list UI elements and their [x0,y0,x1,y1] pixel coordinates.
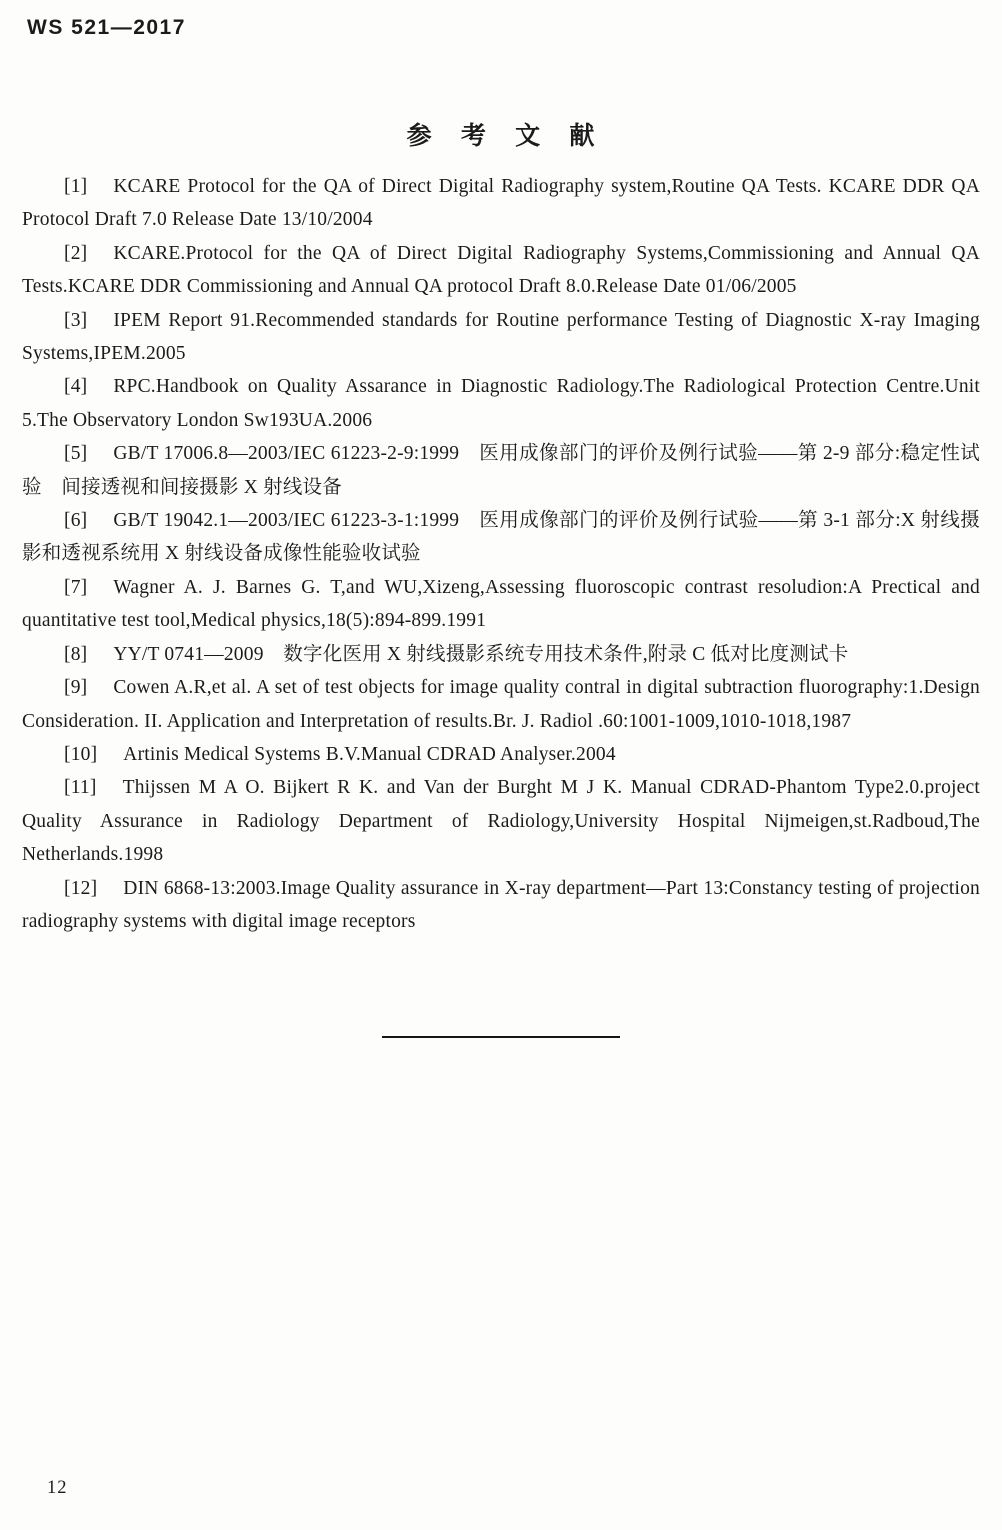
reference-label: [8] [64,643,88,665]
reference-label: [1] [64,176,88,197]
reference-text: KCARE Protocol for the QA of Direct Digital Radiography system,Routine QA Tests. KCARE DDR QA Protocol Draft 7.0 Release Date 13/10/2004 [22,176,980,231]
reference-item [22,771,980,871]
reference-item [22,304,980,371]
reference-label: [6] [64,510,88,532]
reference-item [22,571,980,638]
reference-text: YY/T 0741—2009 数字化医用 X 射线摄影系统专用技术条件,附录 C 低对比度测试卡 [113,643,849,665]
reference-text: Cowen A.R,et al. A set of test objects for image quality contral in digital subtraction fluorography:1.Design Consideration. II. Application and Interpretation of results.Br. J. Radiol .60:1001-1009,1010-1018,1987 [22,677,980,732]
reference-text: GB/T 17006.8—2003/IEC 61223-2-9:1999 医用成像部门的评价及例行试验——第 2-9 部分:稳定性试验 间接透视和间接摄影 X 射线设备 [22,443,980,498]
reference-text: KCARE.Protocol for the QA of Direct Digital Radiography Systems,Commissioning and Annual QA Tests.KCARE DDR Commissioning and Annual QA protocol Draft 8.0.Release Date 01/06/2005 [22,242,980,298]
reference-label: [3] [64,309,88,331]
reference-item [22,237,980,304]
reference-label: [9] [64,677,88,699]
standard-number: WS 521—2017 [27,16,186,39]
reference-text: Wagner A. J. Barnes G. T,and WU,Xizeng,Assessing fluoroscopic contrast resoludion:A Prectical and quantitative test tool,Medical physics,18(5):894-899.1991 [22,576,980,632]
reference-label: [5] [64,443,88,465]
reference-label: [2] [64,242,88,264]
reference-item [22,738,980,771]
reference-item [22,170,980,237]
reference-text: DIN 6868-13:2003.Image Quality assurance in X-ray department—Part 13:Constancy testing of projection radiography systems with digital image receptors [22,877,980,932]
page-number: 12 [47,1478,68,1498]
reference-label: [11] [64,777,97,799]
reference-label: [10] [64,743,98,765]
reference-label: [12] [64,877,98,899]
page-title: 参 考 文 献 [406,123,596,150]
reference-item [22,370,980,437]
reference-text: Thijssen M A O. Bijkert R K. and Van der Burght M J K. Manual CDRAD-Phantom Type2.0.project Quality Assurance in Radiology Department of Radiology,University Hospital Nijmeigen,st.Radboud,The Netherlands.1998 [22,777,980,866]
end-of-document-rule [382,1036,620,1038]
reference-label: [7] [64,576,88,598]
reference-text: GB/T 19042.1—2003/IEC 61223-3-1:1999 医用成像部门的评价及例行试验——第 3-1 部分:X 射线摄影和透视系统用 X 射线设备成像性能验收试验 [22,510,980,565]
reference-item [22,504,980,571]
reference-item [22,638,980,671]
reference-text: IPEM Report 91.Recommended standards for Routine performance Testing of Diagnostic X-ray Imaging Systems,IPEM.2005 [22,309,980,365]
reference-item [22,437,980,504]
reference-item [22,872,980,939]
reference-item [22,671,980,738]
reference-text: Artinis Medical Systems B.V.Manual CDRAD Analyser.2004 [123,743,616,765]
references-list [22,170,980,938]
reference-text: RPC.Handbook on Quality Assarance in Diagnostic Radiology.The Radiological Protection Centre.Unit 5.The Observatory London Sw193UA.2006 [22,376,980,431]
reference-label: [4] [64,376,88,398]
